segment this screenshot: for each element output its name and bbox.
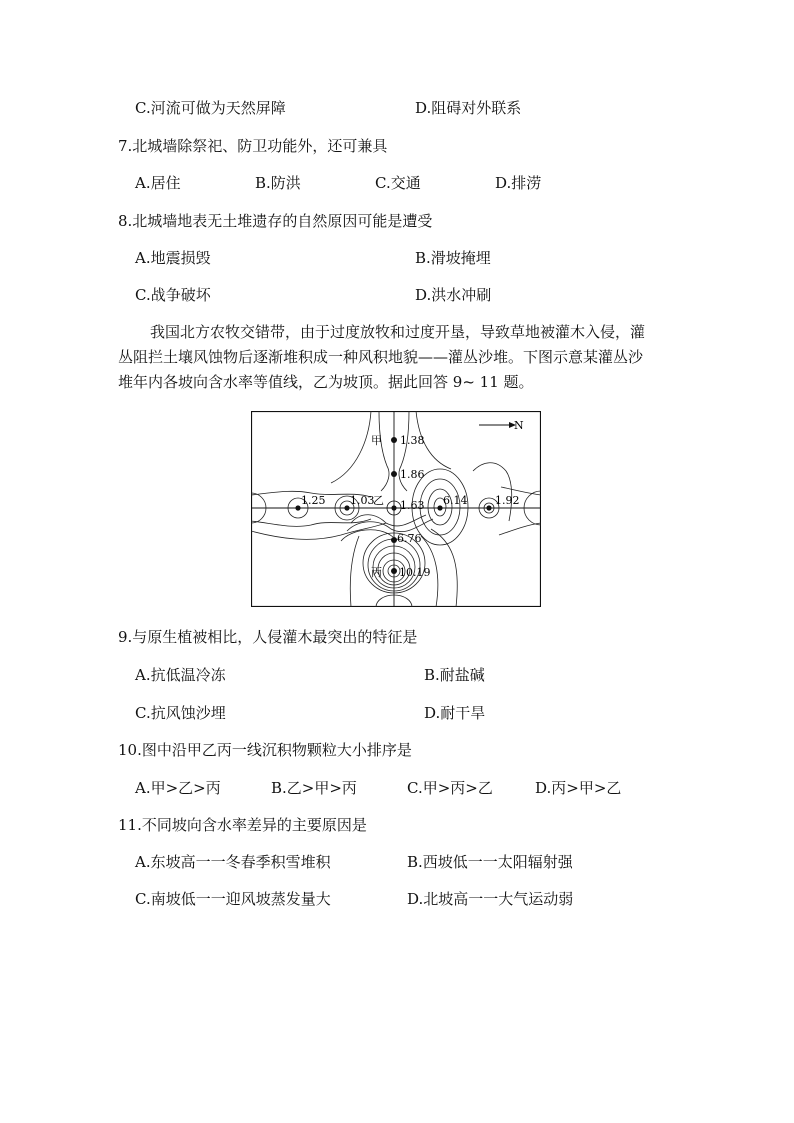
svg-text:1.63: 1.63	[400, 499, 425, 512]
q7-option-a: A.居住	[135, 174, 181, 192]
q9-option-c: C.抗风蚀沙埋	[135, 704, 226, 722]
svg-text:6.14: 6.14	[443, 494, 468, 507]
isoline-figure	[251, 411, 541, 607]
passage-line-3: 堆年内各坡向含水率等值线，乙为坡顶。据此回答 9~ 11 题。	[118, 373, 534, 391]
q8-option-b: B.滑坡掩埋	[415, 249, 491, 267]
q9-option-d: D.耐干旱	[424, 704, 486, 722]
q11-option-b: B.西坡低一一太阳辐射强	[407, 853, 573, 871]
q10-option-d: D.丙>甲>乙	[535, 779, 622, 797]
q11-stem: 11.不同坡向含水率差异的主要原因是	[118, 816, 367, 834]
q7-stem: 7.北城墙除祭祀、防卫功能外，还可兼具	[118, 137, 388, 155]
north-label: N	[514, 419, 524, 432]
svg-text:甲: 甲	[371, 434, 382, 447]
svg-text:乙: 乙	[373, 494, 384, 507]
q9-option-a: A.抗低温冷冻	[135, 666, 226, 684]
passage-line-1: 我国北方农牧交错带，由于过度放牧和过度开垦，导致草地被灌木入侵，灌	[150, 323, 646, 341]
q10-stem: 10.图中沿甲乙丙一线沉积物颗粒大小排序是	[118, 741, 412, 759]
q10-option-c: C.甲>丙>乙	[407, 779, 493, 797]
q8-option-a: A.地震损毁	[135, 249, 211, 267]
svg-text:丙: 丙	[371, 566, 382, 579]
q8-option-d: D.洪水冲刷	[415, 286, 492, 304]
q7-option-b: B.防洪	[255, 174, 301, 192]
q7-option-c: C.交通	[375, 174, 421, 192]
q8-option-c: C.战争破坏	[135, 286, 211, 304]
q10-option-a: A.甲>乙>丙	[135, 779, 221, 797]
q8-stem: 8.北城墙地表无土堆遗存的自然原因可能是遭受	[118, 212, 433, 230]
q11-option-d: D.北坡高一一大气运动弱	[407, 890, 574, 908]
q11-option-a: A.东坡高一一冬春季积雪堆积	[135, 853, 331, 871]
point-bing	[371, 566, 431, 579]
q11-option-c: C.南坡低一一迎风坡蒸发量大	[135, 890, 331, 908]
svg-text:1.25: 1.25	[301, 494, 326, 507]
q9-stem: 9.与原生植被相比，人侵灌木最突出的特征是	[118, 628, 418, 646]
svg-text:1.92: 1.92	[495, 494, 520, 507]
q6-option-d: D.阻碍对外联系	[415, 99, 522, 117]
svg-text:1.38: 1.38	[400, 434, 425, 447]
q6-option-c: C.河流可做为天然屏障	[135, 99, 286, 117]
svg-text:10.19: 10.19	[399, 566, 431, 579]
svg-text:1.03: 1.03	[350, 494, 375, 507]
q10-option-b: B.乙>甲>丙	[271, 779, 357, 797]
svg-text:6.76: 6.76	[397, 532, 422, 545]
q9-option-b: B.耐盐碱	[424, 666, 485, 684]
q7-option-d: D.排涝	[495, 174, 542, 192]
svg-text:1.86: 1.86	[400, 468, 425, 481]
passage-line-2: 丛阻拦土壤风蚀物后逐渐堆积成一种风积地貌——灌丛沙堆。下图示意某灌丛沙	[118, 348, 644, 366]
